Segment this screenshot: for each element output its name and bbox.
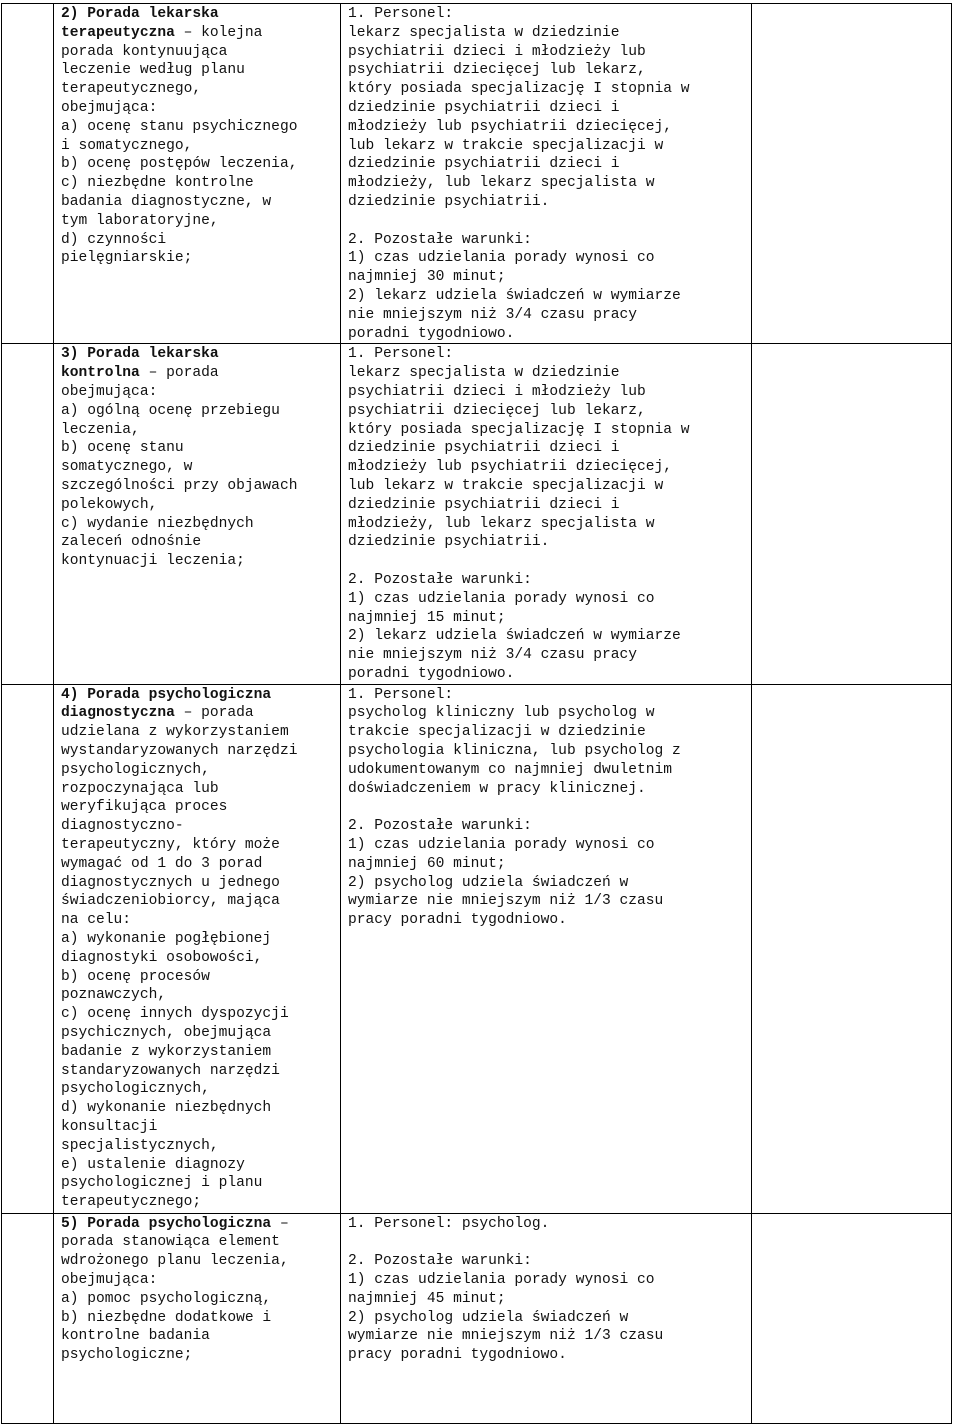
index-cell <box>2 4 54 344</box>
other-conditions-text: 2. Pozostałe warunki: 1) czas udzielania porady wynosi co najmniej 45 minut; 2) psycholog udziela świadczeń w wymiarze nie mniejszym niż 1/3 czasu pracy poradni tygodniowo. <box>348 1253 664 1364</box>
conditions-cell <box>341 4 752 344</box>
service-title: 3) Porada lekarska kontrolna <box>61 346 219 382</box>
table-row <box>2 4 952 344</box>
personnel-text: 1. Personel: psycholog. <box>348 1215 550 1232</box>
notes-cell <box>752 684 952 1213</box>
service-description: – porada udzielana z wykorzystaniem wystandaryzowanych narzędzi psychologicznych, rozpoczynająca lub weryfikująca proces diagnostyczno- terapeutyczny, który może wymagać od 1 do 3 porad diagnostycznych u jednego świadczeniobiorcy, mająca na celu: a) wykonanie pogłębionej diagnostyki osobowości, b) ocenę procesów poznawczych, c) ocenę innych dyspozycji psychicznych, obejmująca badanie z wykorzystaniem standaryzowanych narzędzi psychologicznych, d) wykonanie niezbędnych konsultacji specjalistycznych, e) ustalenie diagnozy psychologicznej i planu terapeutycznego; <box>61 705 298 1211</box>
conditions-cell <box>341 344 752 684</box>
conditions-cell <box>341 1213 752 1423</box>
conditions-cell <box>341 684 752 1213</box>
index-cell <box>2 344 54 684</box>
other-conditions-text: 2. Pozostałe warunki: 1) czas udzielania porady wynosi co najmniej 60 minut; 2) psycholog udziela świadczeń w wymiarze nie mniejszym niż 1/3 czasu pracy poradni tygodniowo. <box>348 818 664 929</box>
service-description: – porada stanowiąca element wdrożonego planu leczenia, obejmująca: a) pomoc psychologiczną, b) niezbędne dodatkowe i kontrolne badania psychologiczne; <box>61 1215 289 1364</box>
service-cell <box>54 1213 341 1423</box>
index-cell <box>2 1213 54 1423</box>
index-cell <box>2 684 54 1213</box>
service-title: 4) Porada psychologiczna diagnostyczna <box>61 686 272 722</box>
notes-cell <box>752 344 952 684</box>
personnel-text: 1. Personel: lekarz specjalista w dziedzinie psychiatrii dzieci i młodzieży lub psychiatrii dziecięcej lub lekarz, który posiada specjalizację I stopnia w dziedzinie psychiatrii dzieci i młodzieży lub psychiatrii dziecięcej, lub lekarz w trakcie specjalizacji w dziedzinie psychiatrii dzieci i młodzieży, lub lekarz specjalista w dziedzinie psychiatrii. <box>348 6 690 210</box>
notes-cell <box>752 4 952 344</box>
service-cell <box>54 684 341 1213</box>
service-description: – kolejna porada kontynuująca leczenie według planu terapeutycznego, obejmująca: a) ocenę stanu psychicznego i somatycznego, b) ocenę postępów leczenia, c) niezbędne kontrolne badania diagnostyczne, w tym laboratoryjne, d) czynności pielęgniarskie; <box>61 24 298 267</box>
personnel-text: 1. Personel: lekarz specjalista w dziedzinie psychiatrii dzieci i młodzieży lub psychiatrii dziecięcej lub lekarz, który posiada specjalizację I stopnia w dziedzinie psychiatrii dzieci i młodzieży lub psychiatrii dziecięcej, lub lekarz w trakcie specjalizacji w dziedzinie psychiatrii dzieci i młodzieży, lub lekarz specjalista w dziedzinie psychiatrii. <box>348 346 690 551</box>
service-cell <box>54 344 341 684</box>
service-cell <box>54 4 341 344</box>
services-table <box>1 3 952 1424</box>
other-conditions-text: 2. Pozostałe warunki: 1) czas udzielania porady wynosi co najmniej 15 minut; 2) lekarz udziela świadczeń w wymiarze nie mniejszym niż 3/4 czasu pracy poradni tygodniowo. <box>348 571 681 682</box>
service-description: – porada obejmująca: a) ogólną ocenę przebiegu leczenia, b) ocenę stanu somatycznego, w szczególności przy objawach polekowych, c) wydanie niezbędnych zaleceń odnośnie kontynuacji leczenia; <box>61 365 298 570</box>
table-row <box>2 344 952 684</box>
other-conditions-text: 2. Pozostałe warunki: 1) czas udzielania porady wynosi co najmniej 30 minut; 2) lekarz udziela świadczeń w wymiarze nie mniejszym niż 3/4 czasu pracy poradni tygodniowo. <box>348 231 681 342</box>
service-title: 2) Porada lekarska terapeutyczna <box>61 6 219 41</box>
notes-cell <box>752 1213 952 1423</box>
personnel-text: 1. Personel: psycholog kliniczny lub psycholog w trakcie specjalizacji w dziedzinie psychologia kliniczna, lub psycholog z udokumentowanym co najmniej dwuletnim doświadczeniem w pracy klinicznej. <box>348 686 681 797</box>
table-row <box>2 1213 952 1423</box>
table-row <box>2 684 952 1213</box>
service-title: 5) Porada psychologiczna <box>61 1215 272 1232</box>
